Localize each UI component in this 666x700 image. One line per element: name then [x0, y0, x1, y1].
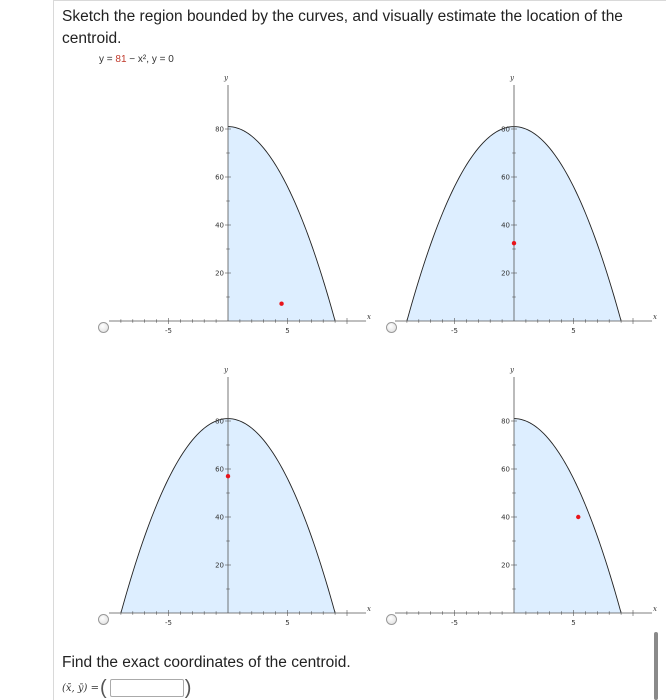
y-axis-label: y — [224, 366, 228, 374]
x-tick-label: -5 — [451, 619, 458, 627]
find-centroid-text: Find the exact coordinates of the centroid. — [62, 654, 351, 671]
y-axis-label: y — [510, 366, 514, 374]
x-axis-label: x — [367, 313, 371, 321]
x-axis-label: x — [367, 605, 371, 613]
option-b-graph — [396, 72, 656, 337]
option-a-graph — [110, 72, 370, 337]
x-tick-label: -5 — [165, 327, 172, 335]
x-tick-label: 5 — [285, 327, 290, 335]
option-c-radio[interactable] — [98, 614, 109, 625]
panel-border-left — [53, 0, 54, 700]
y-tick-label: 60 — [501, 465, 510, 474]
centroid-answer-input[interactable] — [110, 679, 184, 697]
y-tick-label: 80 — [215, 125, 224, 134]
close-paren: ) — [184, 677, 192, 699]
x-tick-label: 5 — [571, 619, 576, 627]
x-tick-label: 5 — [285, 619, 290, 627]
option-d-graph — [396, 364, 656, 629]
question-text: Sketch the region bounded by the curves, and visually estimate the location of the centroid. — [62, 8, 623, 47]
equation-prefix: y = — [99, 54, 116, 65]
equation-rest: − x², y = 0 — [126, 54, 174, 65]
option-a-radio[interactable] — [98, 322, 109, 333]
x-axis-label: x — [653, 313, 657, 321]
y-tick-label: 40 — [501, 221, 510, 230]
y-axis-label: y — [224, 74, 228, 82]
y-tick-label: 80 — [501, 417, 510, 426]
x-axis-label: x — [653, 605, 657, 613]
y-tick-label: 60 — [501, 173, 510, 182]
panel-border-top — [53, 0, 666, 1]
centroid-point — [279, 302, 283, 306]
centroid-point — [226, 474, 230, 478]
y-tick-label: 20 — [501, 269, 510, 278]
y-tick-label: 40 — [215, 513, 224, 522]
equation-number: 81 — [115, 54, 127, 65]
y-tick-label: 20 — [501, 561, 510, 570]
y-tick-label: 80 — [501, 125, 510, 134]
equation — [99, 54, 174, 65]
open-paren: ( — [100, 677, 107, 699]
y-tick-label: 40 — [215, 221, 224, 230]
x-tick-label: 5 — [571, 327, 576, 335]
x-tick-label: -5 — [165, 619, 172, 627]
centroid-point — [512, 241, 516, 245]
region-fill — [228, 127, 335, 321]
y-tick-label: 20 — [215, 561, 224, 570]
y-axis-label: y — [510, 74, 514, 82]
option-c-graph — [110, 364, 370, 629]
y-tick-label: 40 — [501, 513, 510, 522]
answer-row — [62, 678, 192, 698]
y-tick-label: 80 — [215, 417, 224, 426]
y-tick-label: 60 — [215, 465, 224, 474]
answer-label: (x̄, ȳ) = — [62, 682, 100, 694]
scrollbar-thumb[interactable] — [654, 632, 658, 700]
region-fill — [514, 419, 621, 613]
centroid-point — [576, 515, 580, 519]
y-tick-label: 20 — [215, 269, 224, 278]
y-tick-label: 60 — [215, 173, 224, 182]
x-tick-label: -5 — [451, 327, 458, 335]
